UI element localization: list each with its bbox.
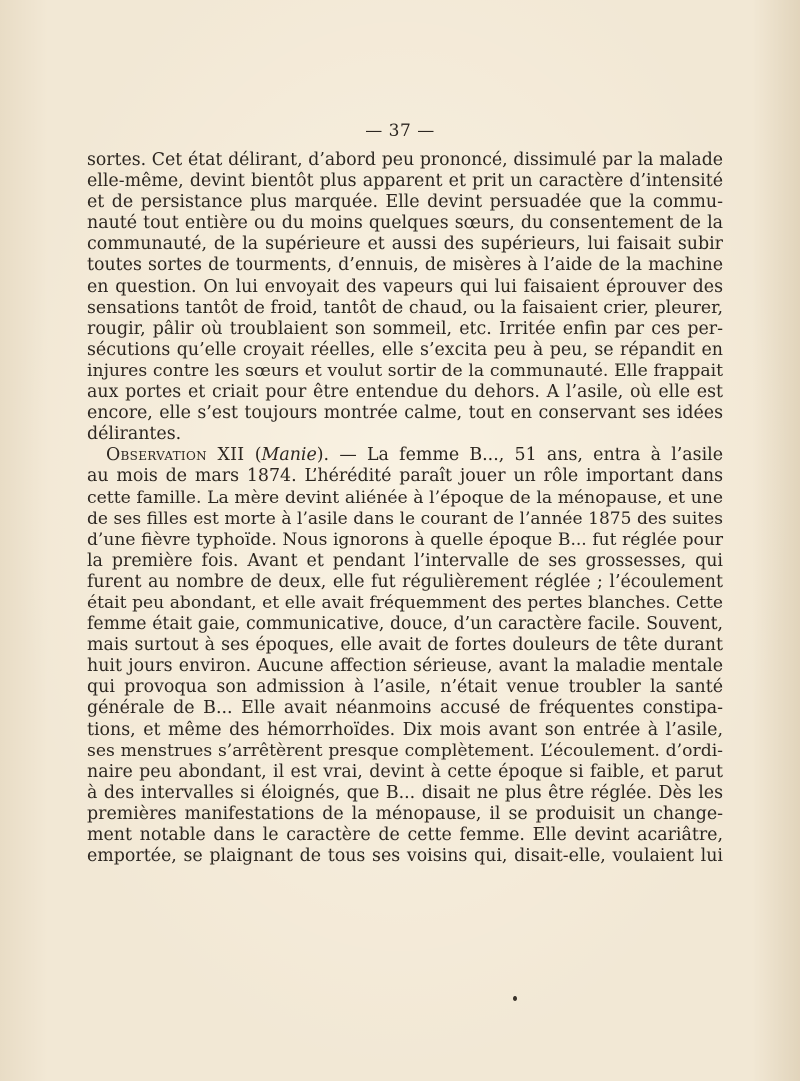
text-line: à des intervalles si éloignés, que B... disait ne plus être réglée. Dès les — [87, 782, 723, 803]
text-line: ment notable dans le caractère de cette femme. Elle devint acariâtre, — [87, 825, 723, 845]
text-line: emportée, se plaignant de tous ses voisins qui, disait-elle, voulaient lui — [87, 846, 723, 867]
text-line: de ses filles est morte à l’asile dans le courant de l’année 1875 des suites — [87, 508, 723, 529]
heading-text: ). — La femme B..., 51 ans, entra à l’asile — [316, 445, 723, 466]
text-line: ses menstrues s’arrêtèrent presque complètement. L’écoulement. d’ordi- — [87, 740, 723, 761]
text-line: nauté tout entière ou du moins quelques sœurs, du consentement de la — [87, 213, 723, 234]
text-line: encore, elle s’est toujours montrée calme, tout en conservant ses idées — [87, 403, 723, 424]
text-line: premières manifestations de la ménopause, il se produisit un change- — [87, 803, 723, 824]
text-line: cette famille. La mère devint aliénée à l’époque de la ménopause, et une — [87, 487, 723, 508]
text-line: au mois de mars 1874. L’hérédité paraît jouer un rôle important dans — [87, 466, 723, 487]
paragraph-1 — [87, 150, 723, 445]
observation-diagnosis: Manie — [261, 445, 317, 466]
text-line: en question. On lui envoyait des vapeurs qui lui faisaient éprouver des — [87, 276, 723, 297]
text-line: d’une fièvre typhoïde. Nous ignorons à quelle époque B... fut réglée pour — [87, 529, 723, 550]
text-line: communauté, de la supérieure et aussi des supérieurs, lui faisait subir — [87, 234, 723, 255]
page-number: — 37 — — [365, 121, 435, 141]
text-line: générale de B... Elle avait néanmoins accusé de fréquentes constipa- — [87, 698, 723, 719]
text-line: rougir, pâlir où troublaient son sommeil, etc. Irritée enfin par ces per- — [87, 318, 723, 339]
text-line: et de persistance plus marquée. Elle devint persuadée que la commu- — [87, 192, 723, 213]
text-line: naire peu abondant, il est vrai, devint à cette époque si faible, et parut — [87, 761, 723, 782]
body-text — [87, 150, 723, 867]
ink-speck — [513, 996, 517, 1001]
text-line: huit jours environ. Aucune affection sérieuse, avant la maladie mentale — [87, 656, 723, 677]
text-line: délirantes. — [87, 424, 182, 445]
text-line: sensations tantôt de froid, tantôt de chaud, ou la faisaient crier, pleurer, — [87, 297, 723, 318]
text-line: tions, et même des hémorrhoïdes. Dix mois avant son entrée à l’asile, — [87, 719, 723, 740]
text-line: furent au nombre de deux, elle fut régulièrement réglée ; l’écoulement — [87, 571, 723, 592]
observation-heading-line — [87, 445, 723, 466]
text-line: qui provoqua son admission à l’asile, n’était venue troubler la santé — [87, 677, 723, 698]
text-line: femme était gaie, communicative, douce, d’un caractère facile. Souvent, — [87, 614, 723, 635]
paragraph-2 — [87, 445, 723, 867]
text-line: aux portes et criait pour être entendue du dehors. A l’asile, où elle est — [87, 382, 723, 403]
text-line: injures contre les sœurs et voulut sortir de la communauté. Elle frappait — [87, 360, 723, 381]
text-line: la première fois. Avant et pendant l’intervalle de ses grossesses, qui — [87, 550, 723, 571]
text-line: mais surtout à ses époques, elle avait de fortes douleurs de tête durant — [87, 635, 723, 656]
text-line: sortes. Cet état délirant, d’abord peu prononcé, dissimulé par la malade — [87, 150, 723, 170]
observation-title: Observation XII — [106, 445, 245, 466]
text-line: sécutions qu’elle croyait réelles, elle s’excita peu à peu, se répandit en — [87, 339, 723, 360]
text-line: toutes sortes de tourments, d’ennuis, de misères à l’aide de la machine — [87, 255, 723, 276]
heading-paren: ( — [254, 445, 262, 466]
text-line: elle-même, devint bientôt plus apparent et prit un caractère d’intensité — [87, 171, 723, 192]
text-line: était peu abondant, et elle avait fréquemment des pertes blanches. Cette — [87, 592, 723, 613]
